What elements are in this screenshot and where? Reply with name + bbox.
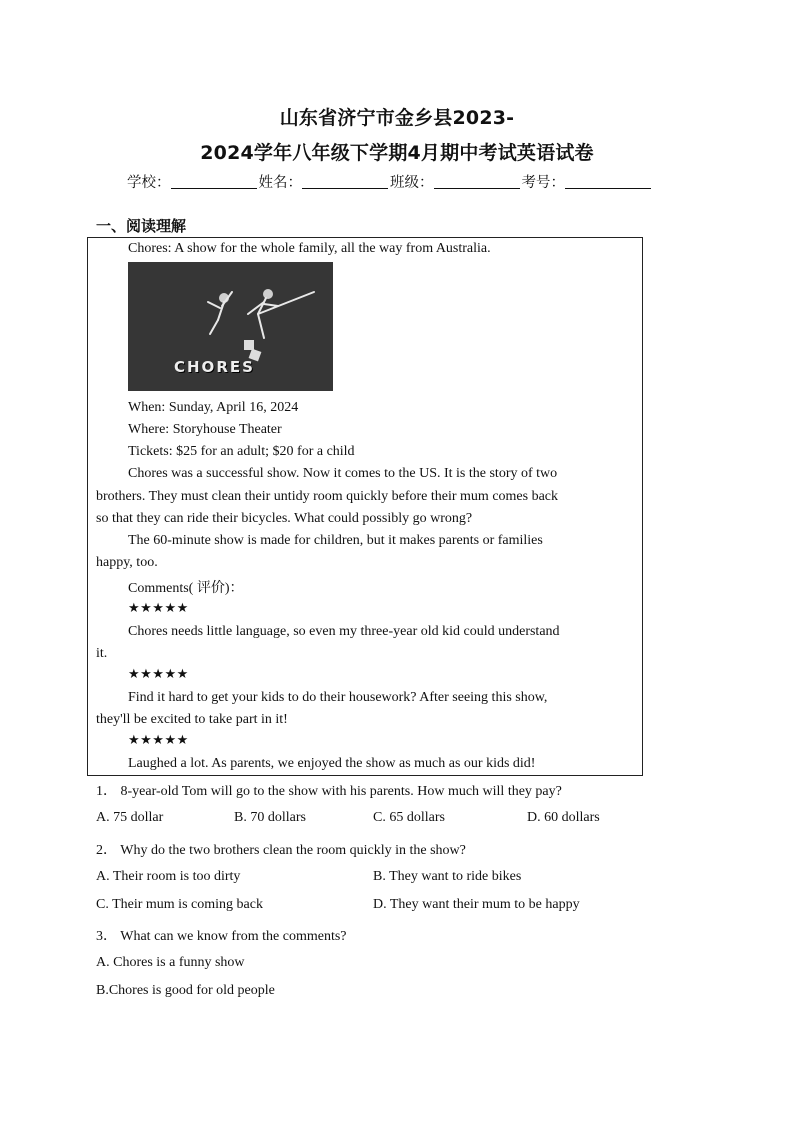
rating-stars-1: ★★★★★	[128, 601, 189, 616]
comment1-line1: Chores needs little language, so even my three-year old kid could understand	[128, 624, 560, 639]
paragraph1-line3: so that they can ride their bicycles. What could possibly go wrong?	[96, 511, 473, 526]
question-2-option-d[interactable]: D. They want their mum to be happy	[373, 897, 580, 912]
comment1-line2: it.	[96, 646, 108, 661]
number-blank[interactable]	[565, 174, 651, 189]
question-1-option-a[interactable]: A. 75 dollar	[96, 810, 164, 825]
class-blank[interactable]	[434, 174, 520, 189]
question-2-stem: 2． Why do the two brothers clean the room quickly in the show?	[96, 843, 466, 858]
question-1-stem: 1． 8-year-old Tom will go to the show with his parents. How much will they pay?	[96, 784, 562, 799]
rating-stars-3: ★★★★★	[128, 733, 189, 748]
show-when: When: Sunday, April 16, 2024	[128, 400, 299, 415]
student-info-line	[127, 171, 653, 192]
question-1-option-d[interactable]: D. 60 dollars	[527, 810, 600, 825]
comments-label: Comments( 评价)：	[128, 581, 244, 596]
school-label: 学校：	[127, 175, 171, 191]
paragraph2-line1: The 60-minute show is made for children, but it makes parents or families	[128, 533, 543, 548]
question-3-option-b[interactable]: B.Chores is good for old people	[96, 983, 275, 998]
question-3-option-a[interactable]: A. Chores is a funny show	[96, 955, 245, 970]
question-2-option-a[interactable]: A. Their room is too dirty	[96, 869, 241, 884]
question-1-option-b[interactable]: B. 70 dollars	[234, 810, 306, 825]
paragraph1-line2: brothers. They must clean their untidy room quickly before their mum comes back	[96, 489, 559, 504]
section-title: 一、阅读理解	[96, 217, 187, 235]
show-photo	[128, 262, 333, 391]
class-label: 班级：	[390, 175, 434, 191]
comment2-line1: Find it hard to get your kids to do their housework? After seeing this show,	[128, 690, 548, 705]
show-logo-text: CHORES	[174, 358, 255, 376]
passage-intro: Chores: A show for the whole family, all the way from Australia.	[128, 241, 491, 256]
school-blank[interactable]	[171, 174, 257, 189]
paragraph1-line1: Chores was a successful show. Now it comes to the US. It is the story of two	[128, 466, 558, 481]
name-label: 姓名：	[258, 175, 302, 191]
question-2-option-c[interactable]: C. Their mum is coming back	[96, 897, 263, 912]
exam-title-line1: 山东省济宁市金乡县2023-	[279, 107, 515, 129]
rating-stars-2: ★★★★★	[128, 667, 189, 682]
show-where: Where: Storyhouse Theater	[128, 422, 282, 437]
show-tickets: Tickets: $25 for an adult; $20 for a child	[128, 444, 355, 459]
comment2-line2: they'll be excited to take part in it!	[96, 712, 288, 727]
exam-title-line2: 2024学年八年级下学期4月期中考试英语试卷	[200, 142, 594, 164]
number-label: 考号：	[521, 175, 565, 191]
name-blank[interactable]	[302, 174, 388, 189]
comment3-line1: Laughed a lot. As parents, we enjoyed the show as much as our kids did!	[128, 756, 536, 771]
paragraph2-line2: happy, too.	[96, 555, 158, 570]
question-1-option-c[interactable]: C. 65 dollars	[373, 810, 445, 825]
question-2-option-b[interactable]: B. They want to ride bikes	[373, 869, 522, 884]
question-3-stem: 3． What can we know from the comments?	[96, 929, 347, 944]
